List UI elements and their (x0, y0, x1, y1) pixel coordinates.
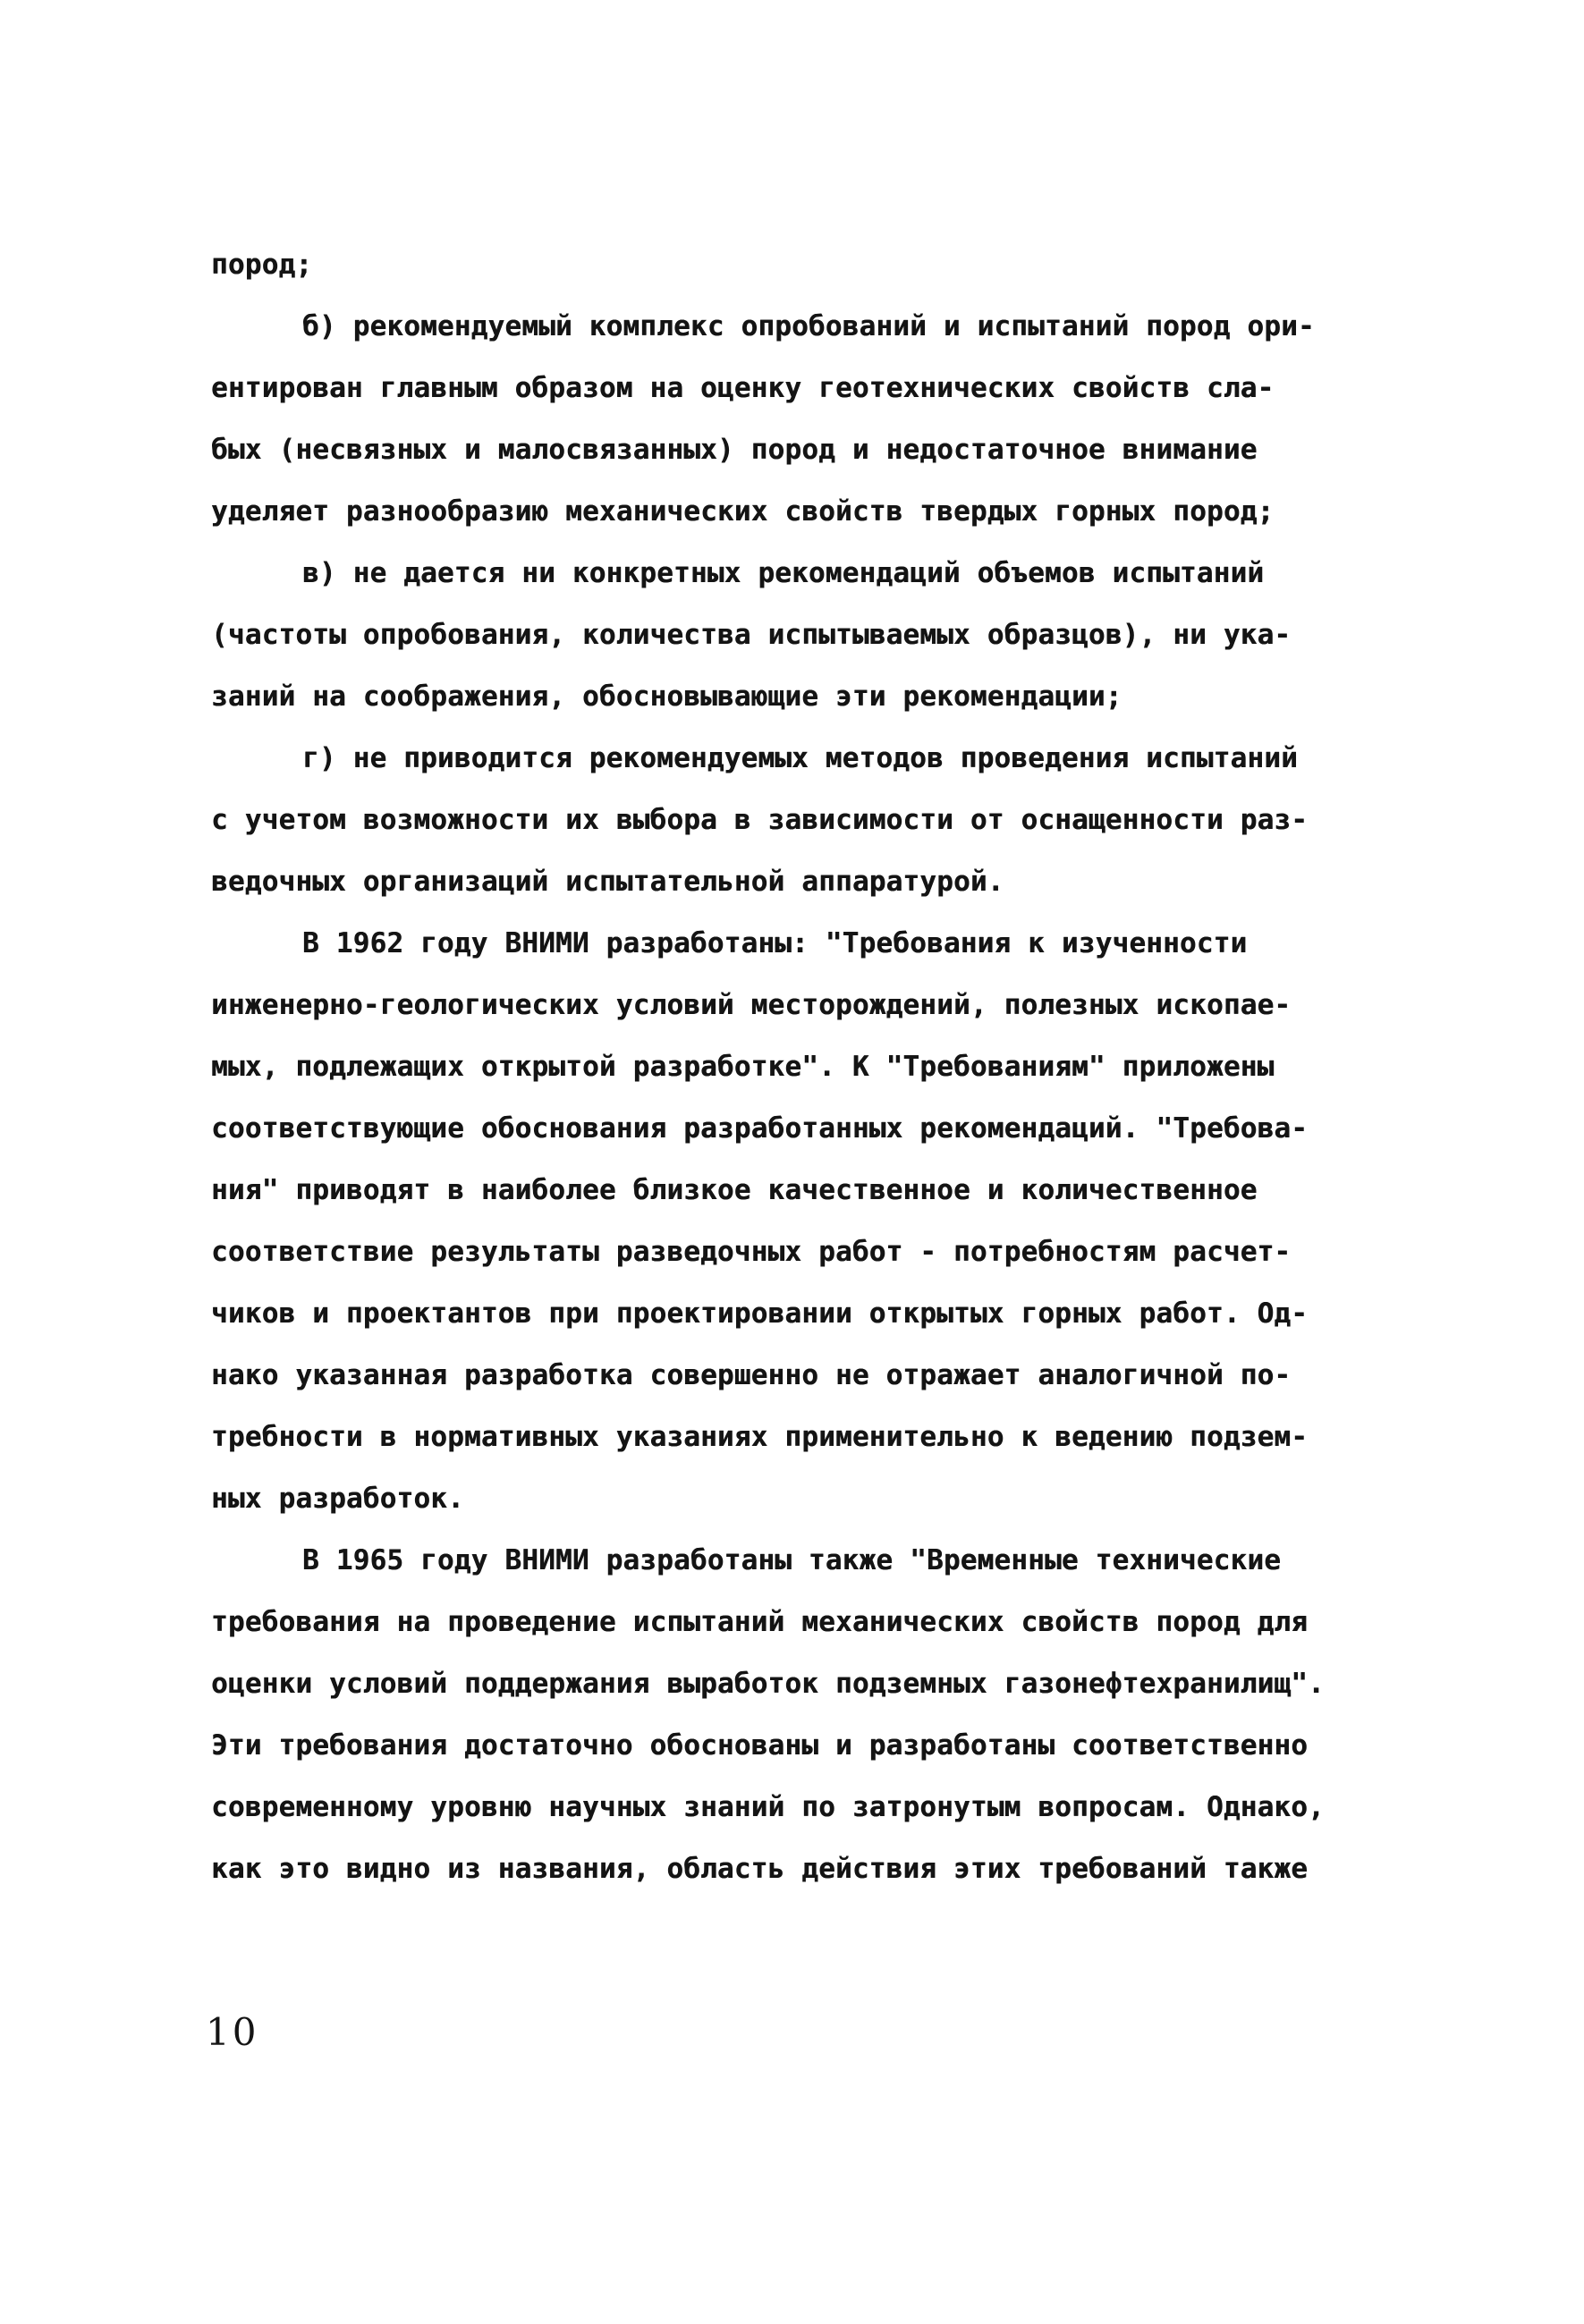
text-line: с учетом возможности их выбора в зависимости от оснащенности раз- (211, 804, 1309, 836)
text-line: В 1965 году ВНИМИ разработаны также "Временные технические (302, 1544, 1282, 1576)
text-line: ведочных организаций испытательной аппаратурой. (211, 866, 1004, 898)
text-line: ных разработок. (211, 1483, 464, 1515)
text-line: г) не приводится рекомендуемых методов проведения испытаний (302, 742, 1298, 774)
text-line: как это видно из названия, область действия этих требований также (211, 1853, 1309, 1885)
text-line: ния" приводят в наиболее близкое качественное и количественное (211, 1174, 1258, 1206)
body-text (211, 234, 1410, 1900)
text-line: нако указанная разработка совершенно не отражает аналогичной по- (211, 1359, 1292, 1391)
text-line: уделяет разнообразию механических свойств твердых горных пород; (211, 495, 1275, 528)
text-line: мых, подлежащих открытой разработке". К "Требованиям" приложены (211, 1051, 1275, 1083)
text-line: современному уровню научных знаний по затронутым вопросам. Однако, (211, 1791, 1325, 1823)
text-line: требования на проведение испытаний механических свойств пород для (211, 1606, 1309, 1638)
text-line: в) не дается ни конкретных рекомендаций объемов испытаний (302, 557, 1265, 589)
text-line: оценки условий поддержания выработок подземных газонефтехранилищ". (211, 1668, 1325, 1700)
page-number: 10 (206, 2010, 259, 2054)
text-line: В 1962 году ВНИМИ разработаны: "Требования к изученности (302, 927, 1248, 959)
text-line: инженерно-геологических условий месторождений, полезных ископае- (211, 989, 1292, 1021)
text-line: б) рекомендуемый комплекс опробований и испытаний пород ори- (302, 310, 1315, 342)
text-line: Эти требования достаточно обоснованы и разработаны соответственно (211, 1729, 1309, 1762)
text-line: заний на соображения, обосновывающие эти рекомендации; (211, 680, 1122, 713)
text-line: ентирован главным образом на оценку геотехнических свойств сла- (211, 372, 1275, 404)
text-line: требности в нормативных указаниях применительно к ведению подзем- (211, 1421, 1309, 1453)
text-line: бых (несвязных и малосвязанных) пород и недостаточное внимание (211, 434, 1258, 466)
text-line: соответствующие обоснования разработанных рекомендаций. "Требова- (211, 1112, 1309, 1145)
text-line: (частоты опробования, количества испытываемых образцов), ни ука- (211, 619, 1292, 651)
text-line: пород; (211, 249, 313, 281)
text-line: чиков и проектантов при проектировании открытых горных работ. Од- (211, 1297, 1309, 1330)
text-line: соответствие результаты разведочных работ - потребностям расчет- (211, 1236, 1292, 1268)
